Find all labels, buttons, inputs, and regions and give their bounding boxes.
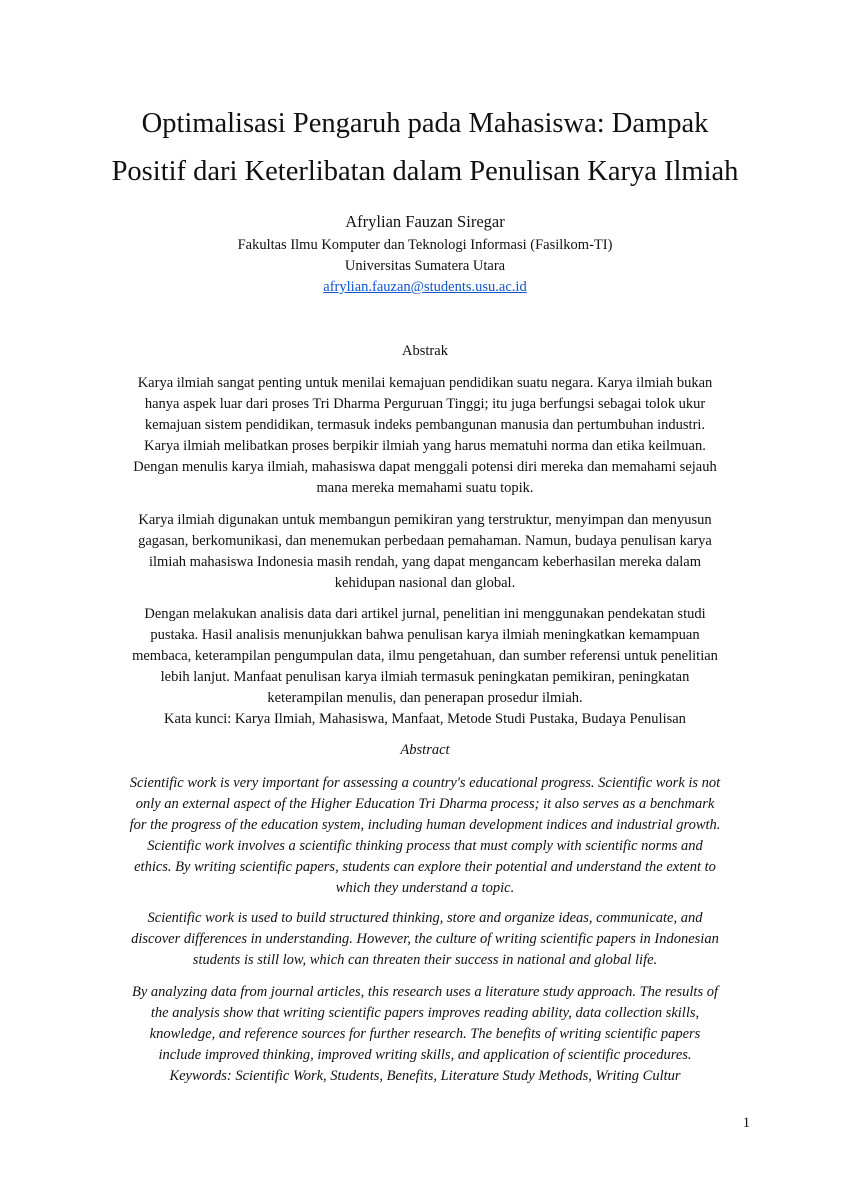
abstract-paragraph-3 xyxy=(100,982,750,1087)
text-line: include improved thinking, improved writing skills, and application of scientific procedures. xyxy=(158,1047,692,1063)
title-line: Optimalisasi Pengaruh pada Mahasiswa: Dampak xyxy=(141,108,709,139)
text-line: which they understand a topic. xyxy=(335,880,515,896)
page-number: 1 xyxy=(742,1115,750,1131)
text-line: only an external aspect of the Higher Education Tri Dharma process; it also serves as a benchmark xyxy=(135,796,715,812)
keywords-id: Kata kunci: Karya Ilmiah, Mahasiswa, Manfaat, Metode Studi Pustaka, Budaya Penulisan xyxy=(164,711,686,727)
text-line: ethics. By writing scientific papers, students can explore their potential and understand the extent to xyxy=(134,859,716,875)
text-line: pustaka. Hasil analisis menunjukkan bahwa penulisan karya ilmiah meningkatkan kemampuan xyxy=(150,627,700,643)
text-line: the analysis show that writing scientific papers improves reading ability, data collection skills, xyxy=(150,1005,700,1021)
abstrak-paragraph-1 xyxy=(100,373,750,499)
abstract-paragraph-2 xyxy=(100,908,750,971)
text-line: knowledge, and reference sources for further research. The benefits of writing scientific papers xyxy=(149,1026,701,1042)
affiliation: Fakultas Ilmu Komputer dan Teknologi Informasi (Fasilkom-TI) xyxy=(237,237,613,253)
university: Universitas Sumatera Utara xyxy=(344,258,506,274)
keywords-en: Keywords: Scientific Work, Students, Benefits, Literature Study Methods, Writing Cultur xyxy=(169,1068,681,1084)
text-line: gagasan, berkomunikasi, dan menemukan perbedaan pemahaman. Namun, budaya penulisan karya xyxy=(138,533,712,549)
text-line: kehidupan nasional dan global. xyxy=(334,575,516,591)
text-line: keterampilan menulis, dan penerapan prosedur ilmiah. xyxy=(267,690,583,706)
text-line: lebih lanjut. Manfaat penulisan karya ilmiah termasuk peningkatan pemikiran, peningkatan xyxy=(160,669,690,685)
text-line: hanya aspek luar dari proses Tri Dharma Perguruan Tinggi; itu juga berfungsi sebagai tolok ukur xyxy=(144,396,706,412)
text-line: Karya ilmiah sangat penting untuk menilai kemajuan pendidikan suatu negara. Karya ilmiah bukan xyxy=(137,375,713,391)
title-line: Positif dari Keterlibatan dalam Penulisan Karya Ilmiah xyxy=(111,156,739,187)
text-line: Scientific work is used to build structured thinking, store and organize ideas, communicate, and xyxy=(147,910,703,926)
abstract-heading: Abstract xyxy=(400,742,450,758)
email-link-row xyxy=(0,277,850,298)
text-line: By analyzing data from journal articles, this research uses a literature study approach. The results of xyxy=(131,984,718,1000)
text-line: discover differences in understanding. However, the culture of writing scientific papers in Indonesian xyxy=(131,931,719,947)
text-line: Dengan menulis karya ilmiah, mahasiswa dapat menggali potensi diri mereka dan memahami sejauh xyxy=(133,459,717,475)
text-line: for the progress of the education system, including human development indices and industrial growth. xyxy=(129,817,721,833)
text-line: mana mereka memahami suatu topik. xyxy=(316,480,534,496)
text-line: Dengan melakukan analisis data dari artikel jurnal, penelitian ini menggunakan pendekatan studi xyxy=(144,606,706,622)
text-line: Scientific work involves a scientific thinking process that must comply with scientific norms and xyxy=(147,838,703,854)
text-line: kemajuan sistem pendidikan, termasuk indeks pembangunan manusia dan pertumbuhan industri. xyxy=(144,417,706,433)
text-line: ilmiah mahasiswa Indonesia masih rendah, yang dapat mengancam keberhasilan mereka dalam xyxy=(148,554,701,570)
abstrak-heading: Abstrak xyxy=(402,343,448,359)
text-line: Karya ilmiah melibatkan proses berpikir ilmiah yang harus mematuhi norma dan etika keilmuan. xyxy=(144,438,706,454)
paper-title xyxy=(60,100,790,196)
text-line: Karya ilmiah digunakan untuk membangun pemikiran yang terstruktur, menyimpan dan menyusun xyxy=(138,512,712,528)
text-line: Scientific work is very important for assessing a country's educational progress. Scientific work is not xyxy=(129,775,721,791)
abstract-paragraph-1 xyxy=(100,773,750,899)
abstrak-paragraph-3 xyxy=(100,604,750,730)
author-name: Afrylian Fauzan Siregar xyxy=(345,212,505,231)
abstrak-paragraph-2 xyxy=(100,510,750,594)
text-line: membaca, keterampilan pengumpulan data, ilmu pengetahuan, dan sumber referensi untuk penelitian xyxy=(132,648,718,664)
text-line: students is still low, which can threaten their success in national and global life. xyxy=(192,952,658,968)
author-email-link[interactable]: afrylian.fauzan@students.usu.ac.id xyxy=(323,279,527,295)
